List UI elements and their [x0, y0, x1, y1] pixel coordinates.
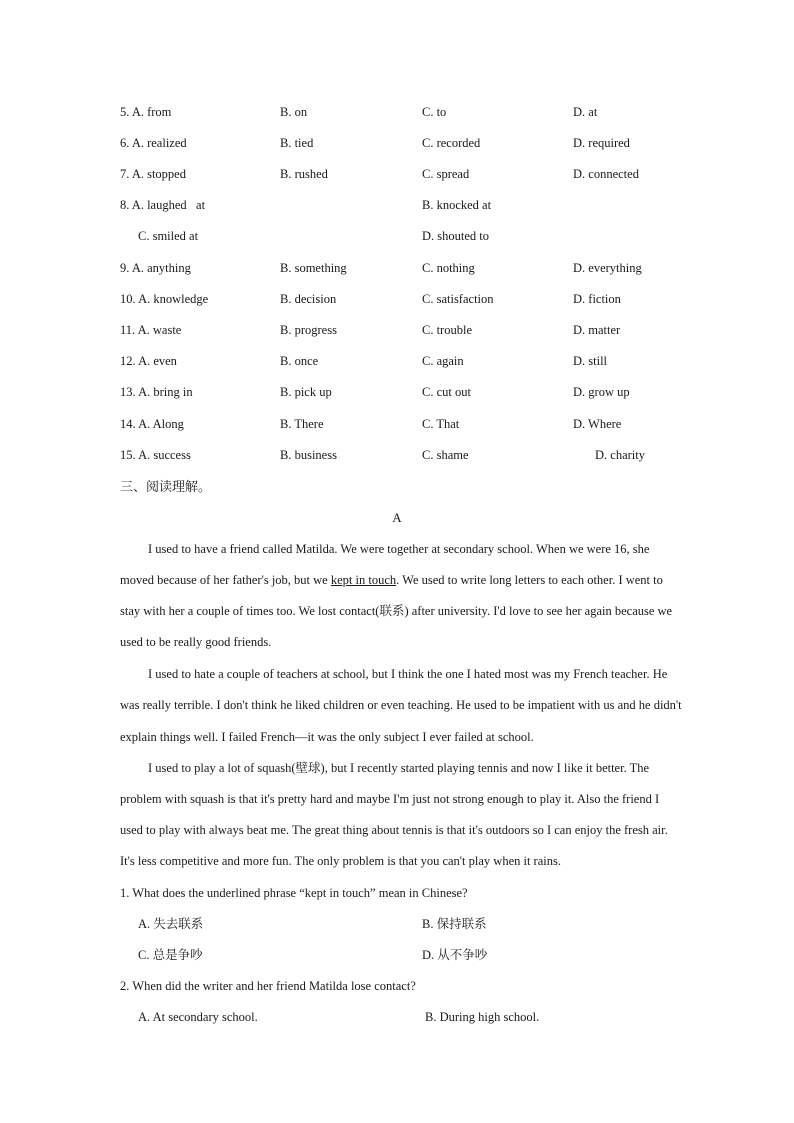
cloze-row-8-cont	[0, 226, 794, 246]
cloze-row-5	[0, 102, 794, 122]
answer-option-b: B. 保持联系	[422, 917, 487, 931]
option-b: B. There	[280, 417, 324, 431]
option-b: B. rushed	[280, 167, 328, 181]
cloze-row-14	[0, 414, 794, 434]
answer-option-a: A. 失去联系	[138, 917, 204, 931]
cloze-row-8	[0, 195, 794, 215]
option-c: C. smiled at	[138, 229, 199, 243]
option-d: D. everything	[573, 261, 642, 275]
option-c: C. trouble	[422, 323, 472, 337]
answer-option-c: C. 总是争吵	[138, 948, 203, 962]
cloze-row-10	[0, 289, 794, 309]
option-c: C. nothing	[422, 261, 475, 275]
option-c: C. That	[422, 417, 460, 431]
cloze-row-12	[0, 351, 794, 371]
option-d: D. grow up	[573, 385, 630, 399]
option-b: B. tied	[280, 136, 314, 150]
passage-line: problem with squash is that it's pretty hard and maybe I'm just not strong enough to play it. Also the friend I	[120, 792, 660, 806]
option-b: B. progress	[280, 323, 337, 337]
option-a: 7. A. stopped	[120, 167, 186, 181]
option-a: 6. A. realized	[120, 136, 187, 150]
answer-option-a: A. At secondary school.	[138, 1010, 258, 1024]
passage-line: moved because of her father's job, but we kept in touch. We used to write long letters to each other. I went to	[120, 573, 663, 587]
option-c: C. again	[422, 354, 464, 368]
option-c: C. shame	[422, 448, 469, 462]
passage-line: I used to play a lot of squash(壁球), but I recently started playing tennis and now I like it better. The	[148, 761, 650, 775]
option-d: D. Where	[573, 417, 622, 431]
option-d: D. shouted to	[422, 229, 490, 243]
option-a: 9. A. anything	[120, 261, 191, 275]
underlined-phrase: kept in touch	[330, 573, 397, 587]
passage-title: A	[392, 510, 402, 525]
option-a: 8. A. laughed at	[120, 198, 206, 212]
option-d: D. fiction	[573, 292, 621, 306]
passage-line: used to play with always beat me. The great thing about tennis is that it's outdoors so I can enjoy the fresh air.	[120, 823, 668, 837]
option-a: 13. A. bring in	[120, 385, 193, 399]
option-d: D. charity	[595, 448, 645, 462]
option-a: 5. A. from	[120, 105, 172, 119]
option-c: C. satisfaction	[422, 292, 494, 306]
option-a: 15. A. success	[120, 448, 191, 462]
option-c: C. cut out	[422, 385, 471, 399]
question-2: 2. When did the writer and her friend Matilda lose contact?	[120, 979, 416, 993]
cloze-row-15	[0, 445, 794, 465]
option-d: D. still	[573, 354, 608, 368]
passage-line: explain things well. I failed French—it was the only subject I ever failed at school.	[120, 730, 534, 744]
option-c: C. spread	[422, 167, 470, 181]
question-1: 1. What does the underlined phrase “kept in touch” mean in Chinese?	[120, 886, 468, 900]
cloze-row-9	[0, 258, 794, 278]
passage-line: I used to hate a couple of teachers at school, but I think the one I hated most was my French teacher. He	[148, 667, 668, 681]
option-b: B. decision	[280, 292, 337, 306]
option-d: D. matter	[573, 323, 621, 337]
option-d: D. connected	[573, 167, 639, 181]
cloze-row-11	[0, 320, 794, 340]
option-b: B. once	[280, 354, 319, 368]
option-c: C. recorded	[422, 136, 481, 150]
passage-line: was really terrible. I don't think he liked children or even teaching. He used to be impatient with us and he didn't	[120, 698, 682, 712]
option-b: B. something	[280, 261, 347, 275]
passage-line: used to be really good friends.	[120, 635, 272, 649]
passage-line: I used to have a friend called Matilda. We were together at secondary school. When we were 16, she	[148, 542, 650, 556]
option-a: 12. A. even	[120, 354, 177, 368]
passage-line: It's less competitive and more fun. The only problem is that you can't play when it rains.	[120, 854, 561, 868]
cloze-row-13	[0, 382, 794, 402]
answer-option-b: B. During high school.	[425, 1010, 540, 1024]
option-b: B. business	[280, 448, 337, 462]
cloze-row-6	[0, 133, 794, 153]
passage-line: stay with her a couple of times too. We lost contact(联系) after university. I'd love to see her again because we	[120, 604, 673, 618]
option-d: D. at	[573, 105, 598, 119]
option-d: D. required	[573, 136, 630, 150]
cloze-row-7	[0, 164, 794, 184]
option-b: B. on	[280, 105, 308, 119]
option-a: 11. A. waste	[120, 323, 182, 337]
section-heading: 三、阅读理解。	[120, 479, 212, 494]
option-a: 14. A. Along	[120, 417, 184, 431]
answer-option-d: D. 从不争吵	[422, 948, 488, 962]
option-b: B. pick up	[280, 385, 332, 399]
option-b: B. knocked at	[422, 198, 492, 212]
option-a: 10. A. knowledge	[120, 292, 209, 306]
option-c: C. to	[422, 105, 447, 119]
